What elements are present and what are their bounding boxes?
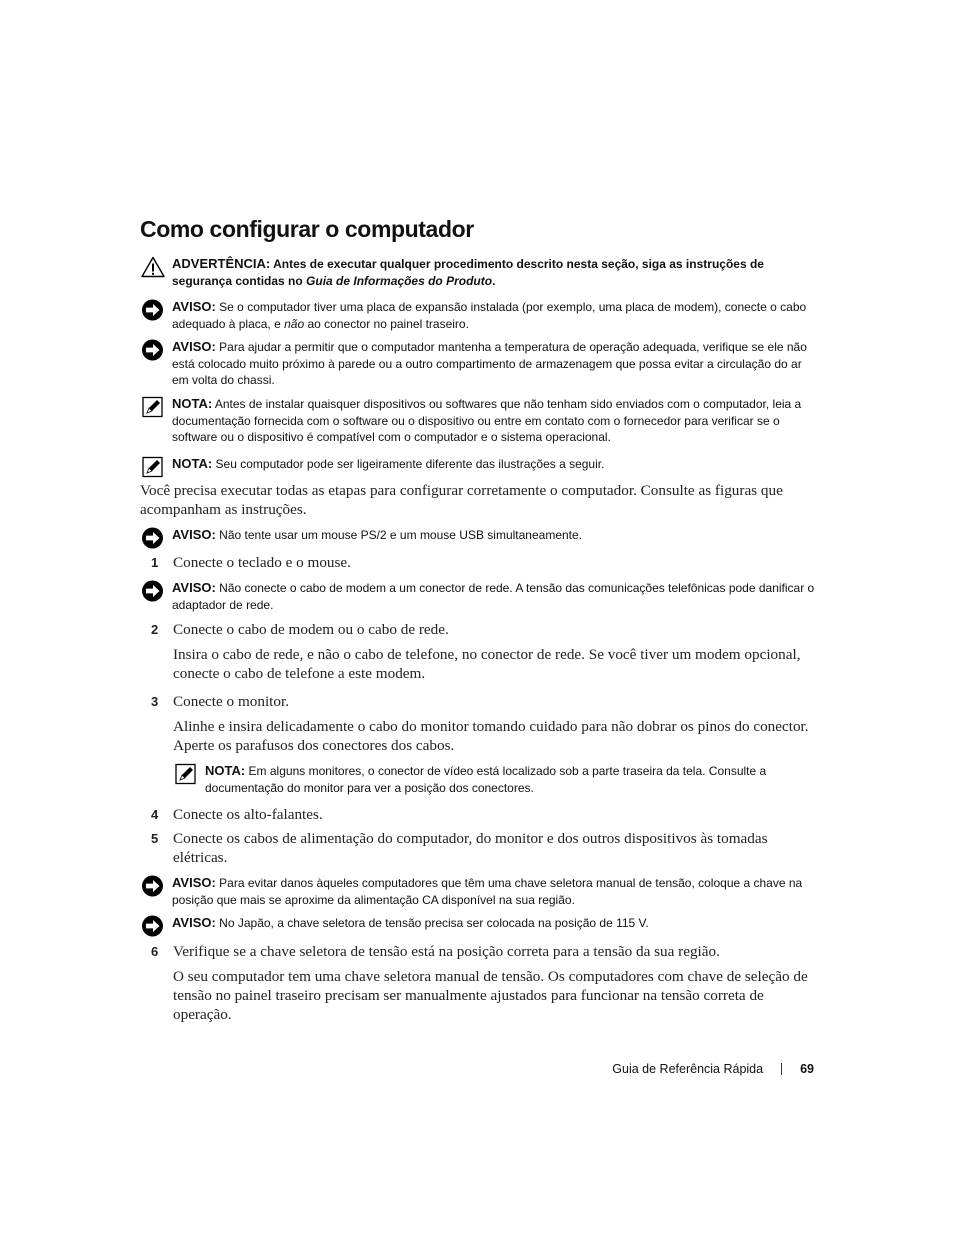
notice-aviso — [141, 875, 817, 908]
step-number: 4 — [151, 807, 159, 822]
note-pencil-icon — [141, 456, 165, 478]
step-item — [140, 942, 817, 961]
step-text: Conecte o teclado e o mouse. — [173, 554, 351, 571]
warning-notice: ADVERTÊNCIA: Antes de executar qualquer procedimento descrito nesta seção, siga as instruções de segurança contidas no Guia de Informações do Produto. — [141, 256, 817, 289]
step-number: 3 — [151, 694, 159, 709]
note-label: NOTA: — [172, 396, 213, 411]
notice-text: Para evitar danos àqueles computadores que têm uma chave seletora manual de tensão, coloque a chave na posição que mais se aproxime da alimentação CA disponível na sua região. — [172, 876, 803, 907]
step-text: Verifique se a chave seletora de tensão está na posição correta para a tensão da sua região. — [173, 943, 720, 960]
step-number: 5 — [151, 831, 159, 846]
note-label: NOTA: — [172, 456, 213, 471]
step-text: Conecte os alto-falantes. — [173, 806, 323, 823]
step-item — [140, 829, 817, 867]
notice-text: Se o computador tiver uma placa de expansão instalada (por exemplo, uma placa de modem), conecte o cabo adequado à placa, e — [172, 300, 807, 331]
note — [174, 763, 817, 796]
notice-text: Não conecte o cabo de modem a um conector de rede. A tensão das comunicações telefônicas pode danificar o adaptador de rede. — [172, 581, 815, 612]
step-number: 2 — [151, 622, 159, 637]
note-label: NOTA: — [205, 763, 246, 778]
step-item — [140, 692, 817, 711]
step-text: Conecte o cabo de modem ou o cabo de rede. — [173, 621, 449, 638]
note-text: Em alguns monitores, o conector de vídeo está localizado sob a parte traseira da tela. Consulte a documentação do monitor para ver a posição dos conectores. — [205, 764, 767, 795]
notice-arrow-icon — [141, 299, 165, 321]
page-number: 69 — [800, 1062, 814, 1076]
notice-label: AVISO: — [172, 527, 216, 542]
note — [141, 396, 817, 446]
note — [141, 456, 817, 473]
step-number: 6 — [151, 944, 159, 959]
notice-text: Para ajudar a permitir que o computador mantenha a temperatura de operação adequada, verifique se ele não está colocado muito próximo à parede ou a outro compartimento de armazenagem que possa evitar a circulação do ar em volta do chassi. — [172, 340, 807, 387]
notice-label: AVISO: — [172, 875, 216, 890]
notice-arrow-icon — [141, 580, 165, 602]
step-number: 1 — [151, 555, 159, 570]
note-text: Antes de instalar quaisquer dispositivos ou softwares que não tenham sido enviados com o computador, leia a documentação fornecida com o software ou o dispositivo ou entre em contato com o fornecedor para verificar se o software ou o dispositivo é compatível com o computador e o sistema operacional. — [172, 397, 802, 444]
step-detail: Insira o cabo de rede, e não o cabo de telefone, no conector de rede. Se você tiver um modem opcional, conecte o cabo de telefone a este modem. — [173, 646, 801, 682]
note-pencil-icon — [174, 763, 198, 785]
notice-emphasis: não — [284, 316, 305, 331]
notice-label: AVISO: — [172, 915, 216, 930]
notice-arrow-icon — [141, 915, 165, 937]
notice-aviso: AVISO: Se o computador tiver uma placa de expansão instalada (por exemplo, uma placa de modem), conecte o cabo adequado à placa, e não ao conector no painel traseiro. — [141, 299, 817, 332]
notice-aviso — [141, 527, 817, 544]
warning-triangle-icon — [141, 256, 165, 278]
step-text: Conecte os cabos de alimentação do computador, do monitor e dos outros dispositivos às tomadas elétricas. — [173, 830, 768, 866]
notice-text: No Japão, a chave seletora de tensão precisa ser colocada na posição de 115 V. — [219, 916, 649, 930]
footer-separator — [781, 1063, 782, 1075]
step-item — [140, 805, 817, 824]
note-pencil-icon — [141, 396, 165, 418]
warning-text: Antes de executar qualquer procedimento descrito nesta seção, siga as instruções de segurança contidas no — [172, 257, 764, 288]
step-detail: Alinhe e insira delicadamente o cabo do monitor tomando cuidado para não dobrar os pinos do conector. Aperte os parafusos dos conectores dos cabos. — [173, 718, 809, 754]
notice-aviso — [141, 339, 817, 389]
notice-text: Não tente usar um mouse PS/2 e um mouse USB simultaneamente. — [219, 528, 583, 542]
intro-paragraph: Você precisa executar todas as etapas para configurar corretamente o computador. Consulte as figuras que acompanham as instruções. — [140, 482, 783, 518]
notice-aviso — [141, 915, 817, 932]
notice-arrow-icon — [141, 339, 165, 361]
warning-label: ADVERTÊNCIA: — [172, 256, 271, 271]
notice-label: AVISO: — [172, 299, 216, 314]
notice-label: AVISO: — [172, 339, 216, 354]
page-title: Como configurar o computador — [140, 216, 474, 242]
warning-ref: Guia de Informações do Produto — [306, 273, 493, 288]
step-detail: O seu computador tem uma chave seletora manual de tensão. Os computadores com chave de seleção de tensão no painel traseiro precisam ser manualmente ajustados para funcionar na tensão correta de operação. — [173, 968, 808, 1023]
notice-arrow-icon — [141, 875, 165, 897]
step-item — [140, 620, 817, 639]
notice-aviso — [141, 580, 817, 613]
note-text: Seu computador pode ser ligeiramente diferente das ilustrações a seguir. — [215, 457, 605, 471]
page-footer — [612, 1062, 814, 1076]
notice-label: AVISO: — [172, 580, 216, 595]
footer-guide-title: Guia de Referência Rápida — [612, 1062, 764, 1076]
notice-arrow-icon — [141, 527, 165, 549]
step-text: Conecte o monitor. — [173, 693, 289, 710]
step-item — [140, 553, 817, 572]
